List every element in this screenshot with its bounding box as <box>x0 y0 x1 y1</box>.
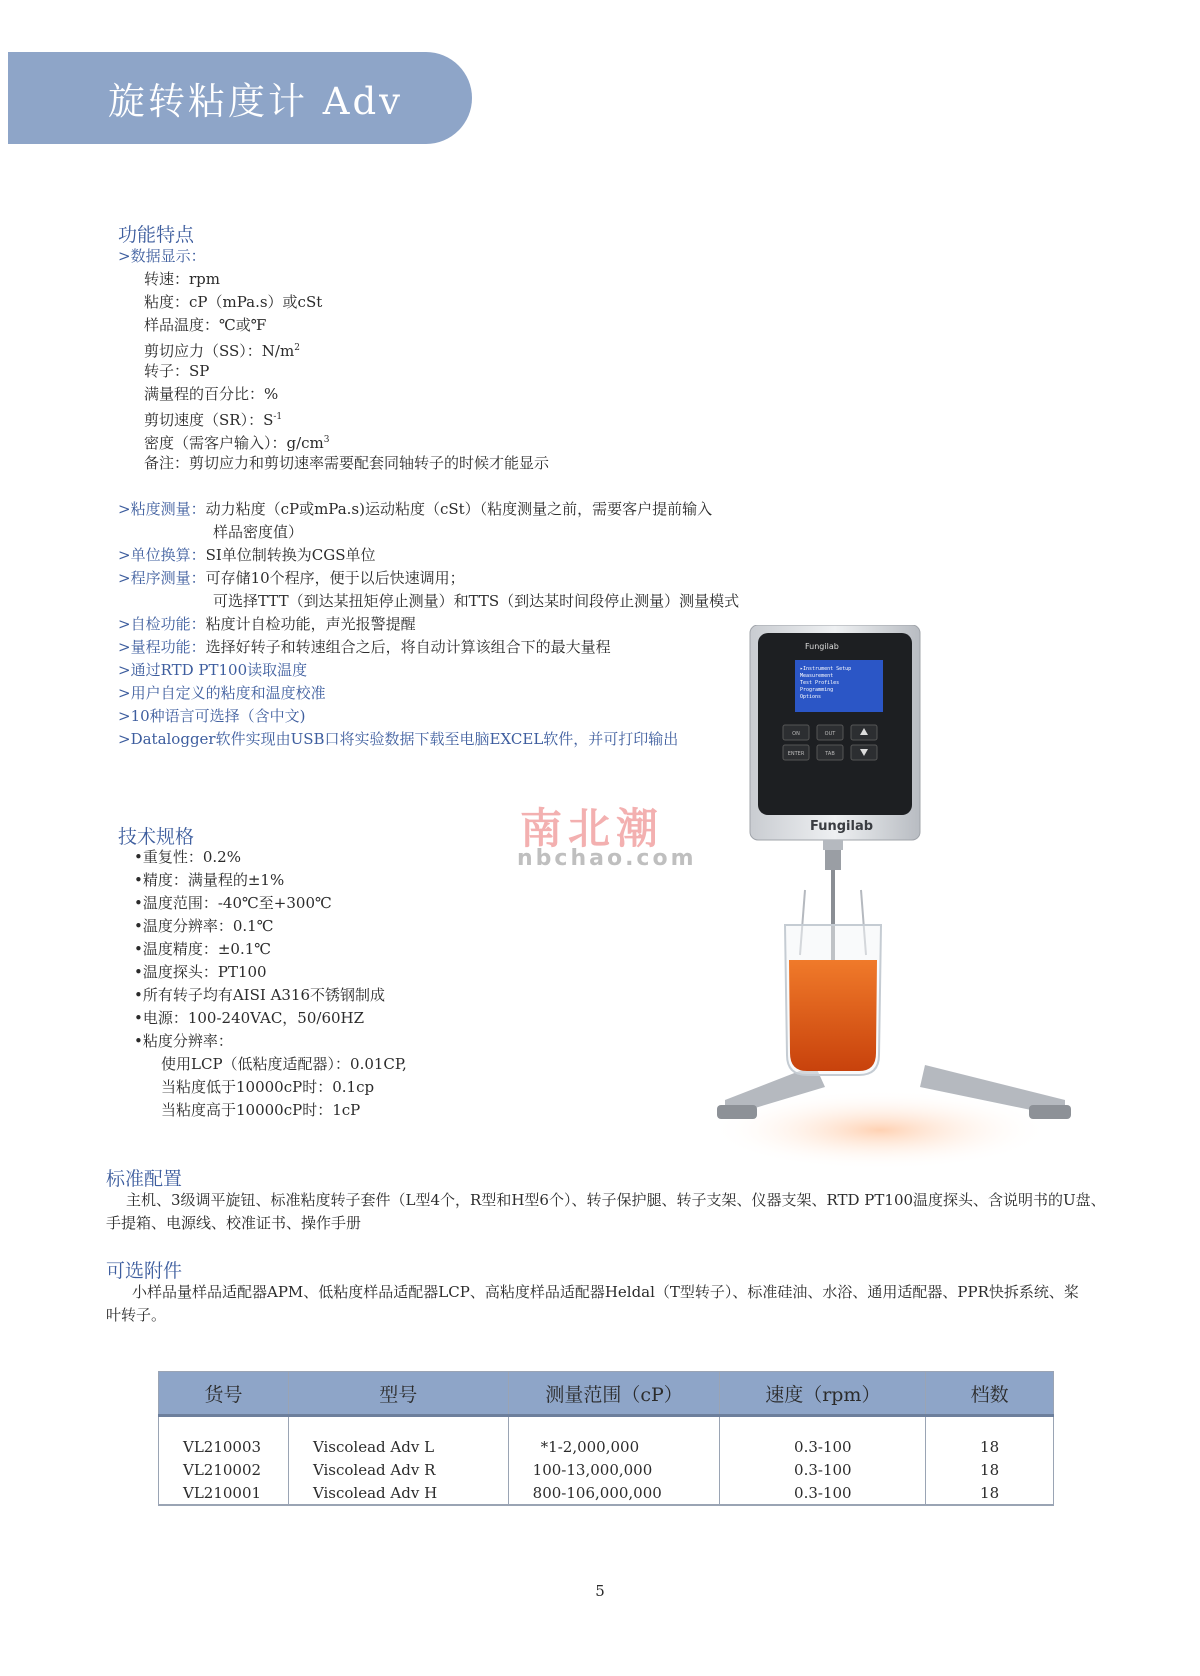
table-cell: Viscolead Adv R <box>288 1458 508 1481</box>
watermark-cn: 南北潮 <box>520 804 665 853</box>
spec-item: •温度精度：±0.1℃ <box>134 940 272 958</box>
feature-item: 可选择TTT（到达某扭矩停止测量）和TTS（到达某时间段停止测量）测量模式 <box>213 592 740 610</box>
table-cell: 0.3-100 <box>720 1481 926 1505</box>
table-cell: Viscolead Adv H <box>288 1481 508 1505</box>
display-item: 转子：SP <box>144 362 210 380</box>
standard-text: 主机、3级调平旋钮、标准粘度转子套件（L型4个，R型和H型6个）、转子保护腿、转子支架、仪器支架、RTD PT100温度探头、含说明书的U盘、手提箱、电源线、校准证书、操作手册 <box>106 1191 1106 1232</box>
brand-small: Fungilab <box>805 642 839 651</box>
display-item: 剪切速度（SR）：$S^{-1}$ <box>144 411 283 429</box>
feature-item: >Datalogger软件实现由USB口将实验数据下载至电脑EXCEL软件，并可打印输出 <box>118 730 679 748</box>
feature-item: >粘度测量：动力粘度（cP或mPa.s)运动粘度（cSt）（粘度测量之前，需要客户提前输入 <box>118 500 713 518</box>
feature-item: >用户自定义的粘度和温度校准 <box>118 684 326 702</box>
feature-item: >通过RTD PT100读取温度 <box>118 661 308 679</box>
display-item: 剪切应力（SS）：$N/m^2$ <box>144 342 300 360</box>
feature-item: >量程功能：选择好转子和转速组合之后，将自动计算该组合下的最大量程 <box>118 638 611 656</box>
screen-line: ▸Instrument Setup <box>800 666 852 672</box>
table-cell: VL210002 <box>159 1458 289 1481</box>
col-header: 型号 <box>288 1372 508 1416</box>
table-cell: VL210001 <box>159 1481 289 1505</box>
spec-sub-item: 当粘度高于10000cP时：1cP <box>161 1101 361 1119</box>
spec-item: •精度：满量程的±1% <box>134 871 285 889</box>
product-table <box>158 1371 1054 1506</box>
page-number: 5 <box>595 1582 605 1600</box>
display-item: 备注：剪切应力和剪切速率需要配套同轴转子的时候才能显示 <box>144 454 550 472</box>
key-label: TAB <box>825 751 835 757</box>
spec-sub-item: 当粘度低于10000cP时：0.1cp <box>161 1078 375 1096</box>
spec-sub-item: 使用LCP（低粘度适配器）：0.01CP, <box>161 1055 407 1073</box>
display-item: 粘度：cP（mPa.s）或cSt <box>144 293 323 311</box>
table-cell: 18 <box>926 1481 1054 1505</box>
table-cell: 18 <box>926 1458 1054 1481</box>
table-cell: Viscolead Adv L <box>288 1416 508 1459</box>
title-banner <box>8 52 472 144</box>
table-cell: 800-106,000,000 <box>508 1481 720 1505</box>
spec-item: •温度探头：PT100 <box>134 963 267 981</box>
key-label: ON <box>792 731 800 737</box>
specs-title: 技术规格 <box>118 826 195 848</box>
table-row <box>159 1416 1054 1459</box>
col-header: 档数 <box>926 1372 1054 1416</box>
feature-item: >程序测量：可存储10个程序，便于以后快速调用； <box>118 569 465 587</box>
screen-line: Test Profiles <box>800 680 840 686</box>
col-header: 货号 <box>159 1372 289 1416</box>
key-label: ENTER <box>787 751 805 757</box>
feature-item: >10种语言可选择（含中文) <box>118 707 306 725</box>
spec-item: •温度范围：-40℃至+300℃ <box>134 894 332 912</box>
table-cell: *1-2,000,000 <box>508 1416 720 1459</box>
viscometer-image <box>705 625 1105 1185</box>
display-item: 密度（需客户输入）：$g/cm^3$ <box>144 434 330 452</box>
optional-text: 小样品量样品适配器APM、低粘度样品适配器LCP、高粘度样品适配器Heldal（T型转子）、标准硅油、水浴、通用适配器、PPR快拆系统、桨叶转子。 <box>106 1283 1079 1324</box>
display-item: 样品温度：℃或℉ <box>144 316 267 334</box>
col-header: 测量范围（cP） <box>508 1372 720 1416</box>
display-item: 转速：rpm <box>144 270 220 288</box>
feature-item: >自检功能：粘度计自检功能，声光报警提醒 <box>118 615 416 633</box>
table-cell: 100-13,000,000 <box>508 1458 720 1481</box>
feature-item: 样品密度值） <box>213 523 304 541</box>
spec-item: •温度分辨率：0.1℃ <box>134 917 274 935</box>
page-title: 旋转粘度计 Adv <box>108 80 404 123</box>
spec-item: •电源：100-240VAC，50/60HZ <box>134 1009 365 1027</box>
watermark-en: nbchao.com <box>517 846 697 871</box>
table-cell: 0.3-100 <box>720 1416 926 1459</box>
table-row <box>159 1458 1054 1481</box>
feature-item: >单位换算：SI单位制转换为CGS单位 <box>118 546 376 564</box>
screen-line: Options <box>800 694 822 700</box>
col-header: 速度（rpm） <box>720 1372 926 1416</box>
brand-logo: Fungilab <box>810 819 874 834</box>
spec-item: •所有转子均有AISI A316不锈钢制成 <box>134 986 386 1004</box>
table-header-row <box>159 1372 1054 1416</box>
table-cell: VL210003 <box>159 1416 289 1459</box>
screen-line: Programming <box>800 687 834 693</box>
spec-item: •重复性：0.2% <box>134 848 241 866</box>
table-row <box>159 1481 1054 1505</box>
table-cell: 0.3-100 <box>720 1458 926 1481</box>
standard-title: 标准配置 <box>106 1168 183 1190</box>
table-cell: 18 <box>926 1416 1054 1459</box>
spec-item: •粘度分辨率： <box>134 1032 233 1050</box>
optional-title: 可选附件 <box>106 1260 183 1282</box>
key-label: OUT <box>824 731 836 737</box>
display-item: 满量程的百分比：% <box>144 385 279 403</box>
features-title: 功能特点 <box>118 224 195 246</box>
screen-line: Measurement <box>800 673 834 679</box>
display-heading: >数据显示： <box>118 247 206 265</box>
